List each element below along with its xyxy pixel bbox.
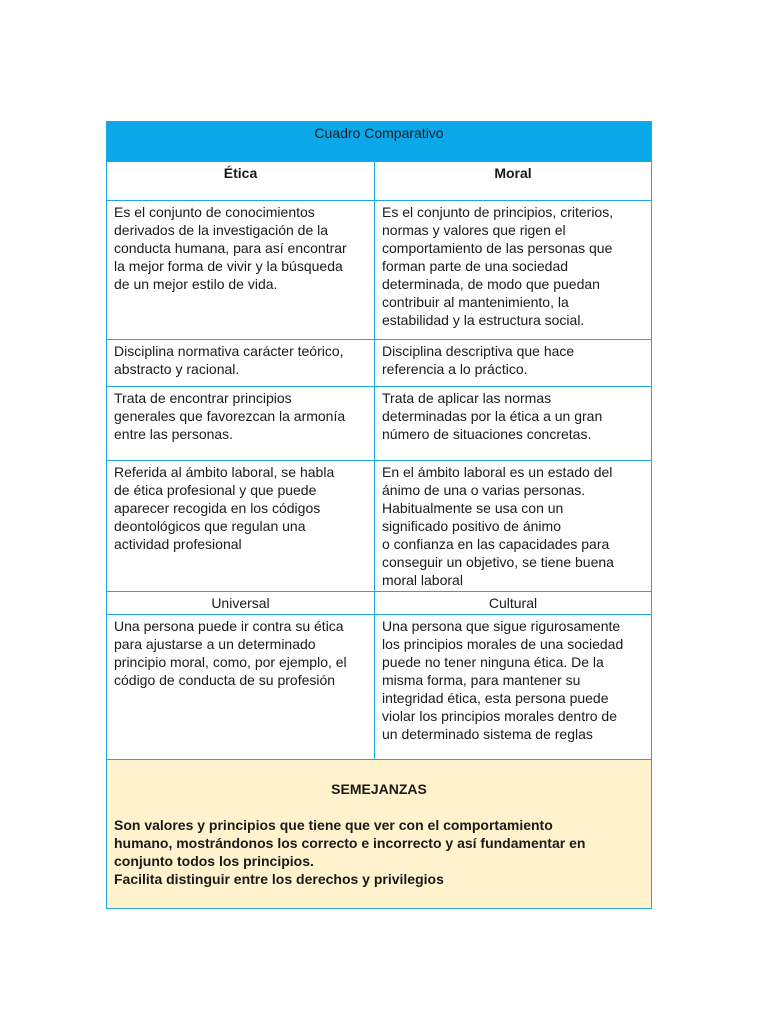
semejanzas-text: Son valores y principios que tiene que ver con el comportamiento humano, mostrándonos los correcto e incorrecto y así fundamentar en conjunto todos los principios. Facilita distinguir entre los derechos y privilegios [114,817,586,887]
header-etica: Ética [107,162,375,201]
header-moral: Moral [375,162,652,201]
semejanzas-cell [107,760,652,909]
table-row [107,615,652,760]
table-row [107,387,652,461]
title-row [107,122,652,162]
table-row [107,201,652,340]
cell-moral-purpose: Trata de aplicar las normas determinadas por la ética a un gran número de situaciones concretas. [375,387,652,461]
comparison-document [106,121,651,909]
subheader-cultural: Cultural [375,592,652,615]
table-row [107,461,652,592]
cell-etica-labor: Referida al ámbito laboral, se habla de ética profesional y que puede aparecer recogida en los códigos deontológicos que regulan una actividad profesional [107,461,375,592]
comparison-table [106,121,652,909]
subheader-row [107,592,652,615]
header-row [107,162,652,201]
cell-etica-purpose: Trata de encontrar principios generales que favorezcan la armonía entre las personas. [107,387,375,461]
cell-moral-example: Una persona que sigue rigurosamente los principios morales de una sociedad puede no tener ninguna ética. De la misma forma, para mantener su integridad ética, esta persona puede violar los principios morales dentro de un determinado sistema de reglas [375,615,652,760]
subheader-universal: Universal [107,592,375,615]
cell-moral-labor: En el ámbito laboral es un estado del ánimo de una o varias personas. Habitualmente se usa con un significado positivo de ánimo o confianza en las capacidades para conseguir un objetivo, se tiene buena moral laboral [375,461,652,592]
cell-etica-example: Una persona puede ir contra su ética para ajustarse a un determinado principio moral, como, por ejemplo, el código de conducta de su profesión [107,615,375,760]
cell-etica-definition: Es el conjunto de conocimientos derivados de la investigación de la conducta humana, para así encontrar la mejor forma de vivir y la búsqueda de un mejor estilo de vida. [107,201,375,340]
cell-moral-discipline: Disciplina descriptiva que hace referencia a lo práctico. [375,340,652,387]
cell-etica-discipline: Disciplina normativa carácter teórico, abstracto y racional. [107,340,375,387]
table-row [107,340,652,387]
table-title: Cuadro Comparativo [107,122,652,162]
cell-moral-definition: Es el conjunto de principios, criterios, normas y valores que rigen el comportamiento de las personas que forman parte de una sociedad determinada, de modo que puedan contribuir al mantenimiento, la estabilidad y la estructura social. [375,201,652,340]
semejanzas-title: SEMEJANZAS [331,781,427,797]
semejanzas-row [107,760,652,909]
